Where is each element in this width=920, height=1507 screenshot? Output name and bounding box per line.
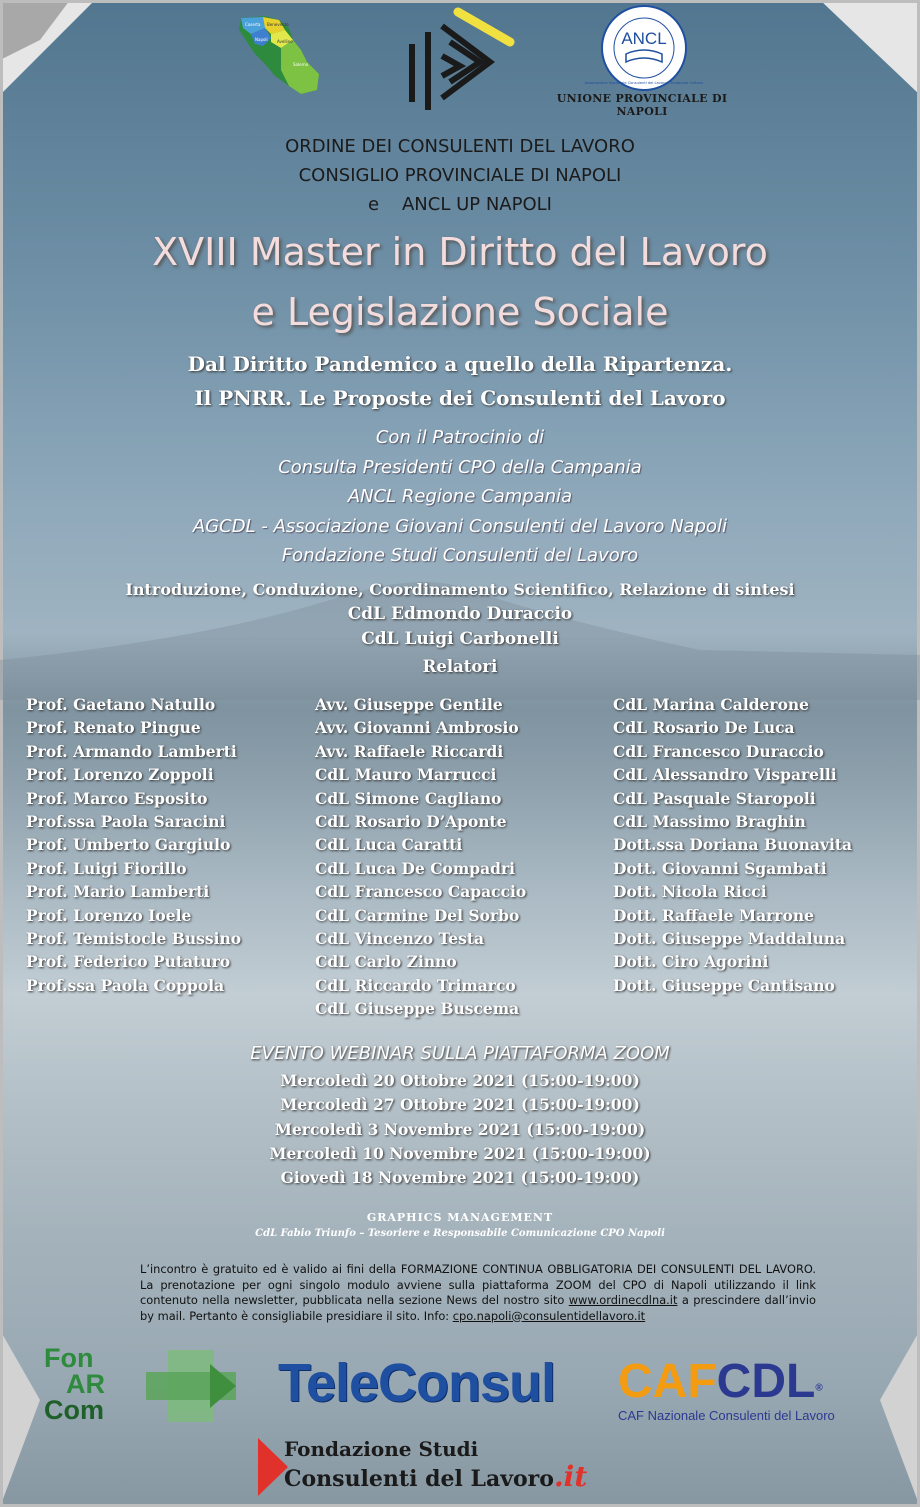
event-date: Mercoledì 10 Novembre 2021 (15:00-19:00): [269, 1143, 651, 1163]
relatore: Prof. Armando Lamberti: [26, 741, 237, 761]
fonarcom-cross-icon: [146, 1350, 236, 1422]
relatore: Prof. Luigi Fiorillo: [26, 858, 187, 878]
relatore: Dott. Raffaele Marrone: [613, 905, 814, 925]
info-text-1: L’incontro è gratuito ed è valido ai fini della FORMAZIONE CONTINUA OBBLIGATORIA DEI CONSULENTI DEL LAVORO. La prenotazione per ogni singolo modulo avviene sulla piattaforma ZOOM del CPO di Napoli utilizzando il link contenuto nella newsletter, pubblicata nella sezione News del nostro sito: [140, 1262, 816, 1307]
relatore: Dott.ssa Doriana Buonavita: [613, 835, 853, 855]
relatore: Prof. Umberto Gargiulo: [26, 835, 231, 855]
relatore: Dott. Nicola Ricci: [613, 882, 767, 902]
cafcdl-logo: [618, 1356, 868, 1426]
relatori-column-3: [613, 693, 852, 997]
frame-corner-top-right: [820, 0, 920, 95]
relatore: CdL Carmine Del Sorbo: [315, 905, 520, 925]
map-label-caserta: Caserta: [245, 22, 261, 27]
fonarcom-logo: [44, 1345, 134, 1425]
relatore: Prof. Mario Lamberti: [26, 882, 210, 902]
patrocinio-item: AGCDL - Associazione Giovani Consulenti del Lavoro Napoli: [192, 515, 728, 537]
patrocinio-block: [0, 423, 920, 571]
relatore: CdL Carlo Zinno: [315, 952, 457, 972]
relatore: Prof.ssa Paola Coppola: [26, 975, 225, 995]
patrocinio-item: Fondazione Studi Consulenti del Lavoro: [281, 545, 639, 566]
relatori-column-2: [315, 693, 526, 1021]
relatore: CdL Luca De Compadri: [315, 858, 516, 878]
relatore: CdL Giuseppe Buscema: [315, 999, 520, 1019]
relatore: Prof. Federico Putaturo: [26, 952, 231, 972]
relatore: CdL Vincenzo Testa: [315, 929, 485, 949]
site-link[interactable]: www.ordinecdlna.it: [568, 1293, 678, 1307]
map-label-napoli: Napoli: [255, 37, 268, 42]
relatore: CdL Luca Caratti: [315, 835, 463, 855]
organizer-line-1: ORDINE DEI CONSULENTI DEL LAVORO: [285, 136, 635, 157]
relatore: Prof. Lorenzo Ioele: [26, 905, 192, 925]
relatore: Dott. Giuseppe Maddaluna: [613, 929, 846, 949]
relatori-heading: Relatori: [422, 657, 498, 676]
relatore: Prof. Renato Pingue: [26, 718, 201, 738]
relatore: CdL Pasquale Staropoli: [613, 788, 816, 808]
patrocinio-item: Consulta Presidenti CPO della Campania: [278, 456, 642, 478]
organizer-block: [0, 132, 920, 219]
event-date: Mercoledì 3 Novembre 2021 (15:00-19:00): [274, 1119, 646, 1139]
ancl-logo-text: ANCL: [621, 29, 667, 48]
map-label-avellino: Avellino: [277, 39, 293, 44]
relatore: CdL Alessandro Visparelli: [613, 765, 837, 785]
relatore: CdL Mauro Marrucci: [315, 765, 497, 785]
relatore: Avv. Raffaele Riccardi: [315, 741, 504, 761]
intro-name-1: CdL Edmondo Duraccio: [347, 604, 573, 624]
relatore: Dott. Giovanni Sgambati: [613, 858, 827, 878]
event-date: Giovedì 18 Novembre 2021 (15:00-19:00): [280, 1168, 640, 1188]
intro-block: [0, 577, 920, 679]
fonarcom-text-1: Fon: [44, 1343, 94, 1373]
relatore: Avv. Giuseppe Gentile: [315, 695, 503, 714]
relatore: Prof. Marco Esposito: [26, 788, 208, 808]
graphics-heading: GRAPHICS MANAGEMENT: [366, 1211, 554, 1224]
relatore: CdL Marina Calderone: [613, 695, 810, 714]
title-line-1: XVIII Master in Diritto del Lavoro: [152, 230, 768, 274]
intro-line: Introduzione, Conduzione, Coordinamento Scientifico, Relazione di sintesi: [125, 580, 795, 599]
subtitle-line-2: Il PNRR. Le Proposte dei Consulenti del Lavoro: [194, 386, 726, 410]
relatore: Dott. Giuseppe Cantisano: [613, 975, 835, 995]
fondazione-line-1: Fondazione Studi: [284, 1437, 479, 1461]
patrocinio-heading: Con il Patrocinio di: [375, 427, 545, 448]
relatore: CdL Simone Cagliano: [315, 788, 502, 808]
info-text-2: a prescindere dall’invio by mail. Pertanto è consigliabile presidiare il sito. Info:: [140, 1293, 816, 1323]
fonarcom-text-2: AR: [66, 1369, 105, 1399]
relatore: CdL Francesco Duraccio: [613, 741, 824, 761]
graphics-credit: CdL Fabio Triunfo – Tesoriere e Responsabile Comunicazione CPO Napoli: [255, 1228, 665, 1239]
organizer-line-2: CONSIGLIO PROVINCIALE DI NAPOLI: [298, 165, 622, 186]
relatore: CdL Rosario De Luca: [613, 718, 795, 738]
patrocinio-item: ANCL Regione Campania: [347, 486, 573, 507]
fondazione-line-2: Consulenti del Lavoro: [284, 1466, 554, 1492]
relatore: CdL Riccardo Trimarco: [315, 975, 516, 995]
frame-corner-bottom-left: [0, 1330, 40, 1507]
relatore: Prof. Gaetano Natullo: [26, 695, 216, 714]
webinar-heading: EVENTO WEBINAR SULLA PIATTAFORMA ZOOM: [250, 1043, 670, 1064]
event-date: Mercoledì 27 Ottobre 2021 (15:00-19:00): [280, 1095, 640, 1115]
relatore: Prof. Lorenzo Zoppoli: [26, 765, 214, 785]
campania-map-logo: [235, 14, 327, 100]
info-paragraph: [140, 1262, 816, 1324]
organizer-line-3: e ANCL UP NAPOLI: [368, 194, 552, 215]
cafcdl-text-cdl: CDL: [716, 1355, 816, 1408]
intro-name-2: CdL Luigi Carbonelli: [361, 629, 559, 649]
event-dates: [0, 1069, 920, 1190]
map-label-benevento: Benevento: [267, 22, 289, 27]
fonarcom-text-3: Com: [44, 1395, 104, 1425]
map-label-salerno: Salerno: [293, 62, 309, 67]
relatori-column-1: [26, 693, 241, 997]
relatore: CdL Massimo Braghin: [613, 812, 806, 832]
email-link[interactable]: cpo.napoli@consulentidellavoro.it: [452, 1308, 646, 1323]
event-subtitle: [0, 347, 920, 415]
relatore: CdL Rosario D’Aponte: [315, 812, 507, 832]
event-title: [0, 222, 920, 342]
relatore: Dott. Ciro Agorini: [613, 952, 769, 972]
ordine-emblem-icon: [398, 6, 518, 118]
cafcdl-caption: CAF Nazionale Consulenti del Lavoro: [618, 1408, 835, 1423]
teleconsul-logo: TeleConsul: [278, 1353, 556, 1413]
cafcdl-text-caf: CAF: [618, 1355, 717, 1408]
ancl-logo: [584, 4, 704, 92]
relatore: Prof.ssa Paola Saracini: [26, 812, 226, 832]
ancl-ring-text: Associazione Nazionale Consulenti del Lavoro - Sindacato Unitario: [584, 81, 704, 85]
relatore: Avv. Giovanni Ambrosio: [315, 718, 519, 738]
frame-corner-bottom-right: [880, 1330, 920, 1507]
ancl-caption: UNIONE PROVINCIALE DI NAPOLI: [556, 92, 728, 118]
fondazione-suffix: .it: [553, 1460, 588, 1493]
cafcdl-registered: ®: [815, 1382, 823, 1394]
title-line-2: e Legislazione Sociale: [251, 290, 669, 334]
relatore: Prof. Temistocle Bussino: [26, 929, 242, 949]
relatore: CdL Francesco Capaccio: [315, 882, 527, 902]
fondazione-logo: [284, 1436, 614, 1502]
subtitle-line-1: Dal Diritto Pandemico a quello della Ripartenza.: [187, 352, 733, 376]
event-date: Mercoledì 20 Ottobre 2021 (15:00-19:00): [280, 1071, 640, 1090]
